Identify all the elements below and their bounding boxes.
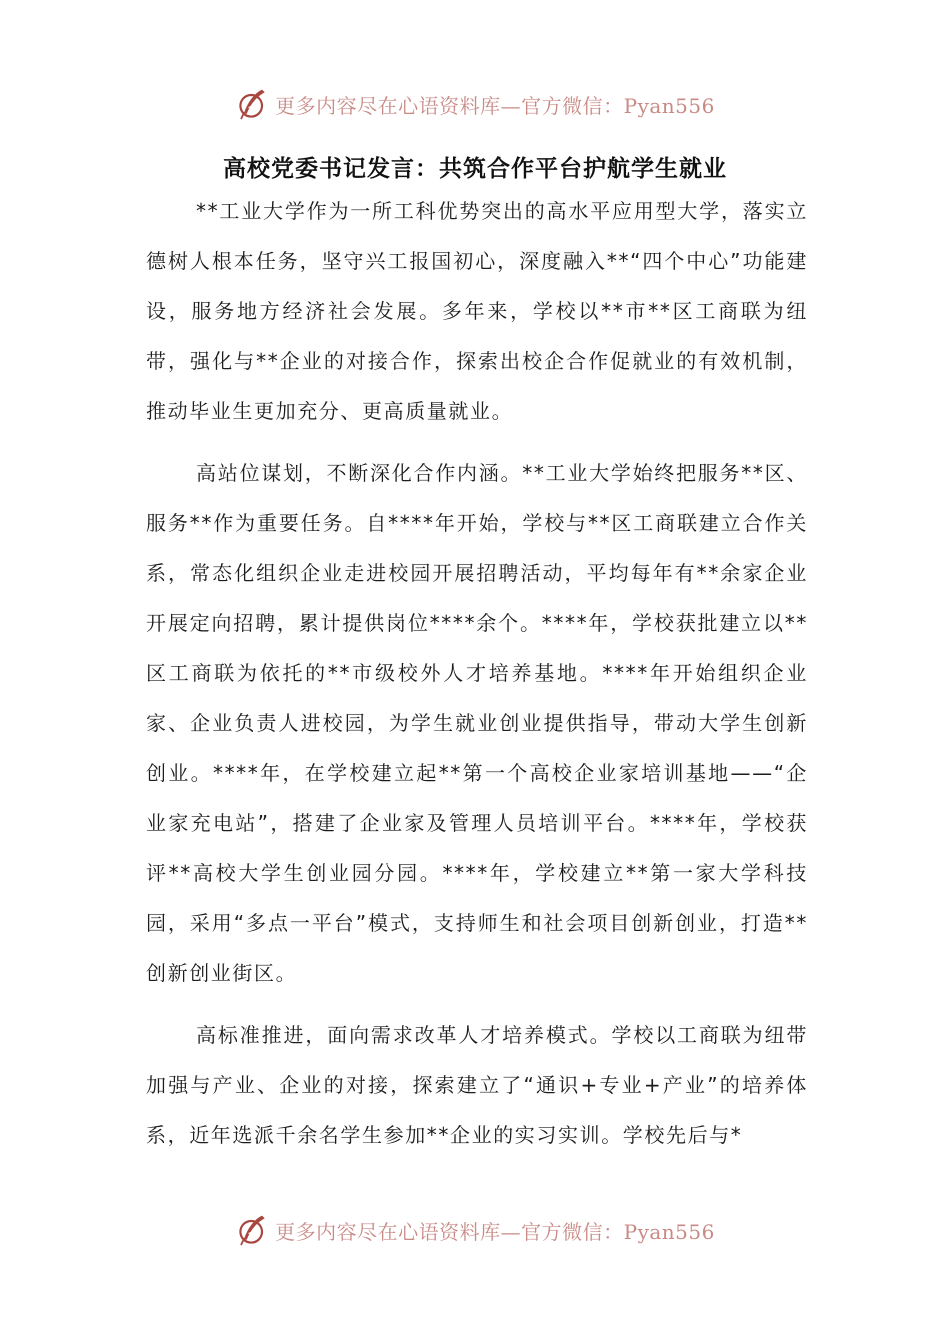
paragraph-1: **工业大学作为一所工科优势突出的高水平应用型大学，落实立德树人根本任务，坚守兴工报国初心，深度融入**“四个中心”功能建设，服务地方经济社会发展。多年来，学校以**市**区工商联为纽带，强化与**企业的对接合作，探索出校企合作促就业的有效机制，推动毕业生更加充分、更高质量就业。 xyxy=(146,199,808,423)
footer-banner-text: 更多内容尽在心语资料库—官方微信：Pyan556 xyxy=(275,1219,715,1244)
document-body xyxy=(146,186,808,1172)
paragraph-3: 高标准推进，面向需求改革人才培养模式。学校以工商联为纽带加强与产业、企业的对接，探索建立了“通识+专业+产业”的培养体系，近年选派千余名学生参加**企业的实习实训。学校先后与* xyxy=(146,1023,808,1147)
quill-pen-logo-icon xyxy=(235,1212,271,1248)
header-banner-text: 更多内容尽在心语资料库—官方微信：Pyan556 xyxy=(275,93,715,118)
header-watermark-banner xyxy=(0,84,950,124)
quill-pen-logo-icon xyxy=(235,86,271,122)
document-title: 高校党委书记发言：共筑合作平台护航学生就业 xyxy=(223,155,727,182)
footer-watermark-banner xyxy=(0,1210,950,1250)
paragraph-2: 高站位谋划，不断深化合作内涵。**工业大学始终把服务**区、服务**作为重要任务。自****年开始，学校与**区工商联建立合作关系，常态化组织企业走进校园开展招聘活动，平均每年有**余家企业开展定向招聘，累计提供岗位****余个。****年，学校获批建立以**区工商联为依托的**市级校外人才培养基地。****年开始组织企业家、企业负责人进校园，为学生就业创业提供指导，带动大学生创新创业。****年，在学校建立起**第一个高校企业家培训基地——“企业家充电站”，搭建了企业家及管理人员培训平台。****年，学校获评**高校大学生创业园分园。****年，学校建立**第一家大学科技园，采用“多点一平台”模式，支持师生和社会项目创新创业，打造**创新创业街区。 xyxy=(146,461,808,985)
